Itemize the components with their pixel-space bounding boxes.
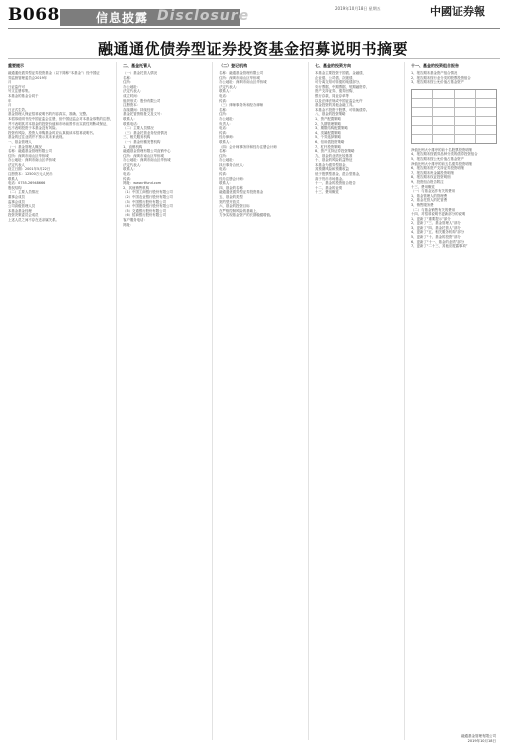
text-line: 在严格控制风险的基础上， bbox=[219, 208, 260, 213]
newspaper-name: 中國证券報 bbox=[430, 5, 485, 18]
text-column bbox=[411, 62, 500, 740]
article-body bbox=[8, 62, 500, 740]
column-heading: 重要提示 bbox=[8, 63, 24, 68]
text-line: 十三、费用概览 bbox=[315, 190, 339, 195]
text-line: （二）主要人员情况 bbox=[123, 126, 154, 131]
text-line: 融通通优债券型证券投资基金（以下简称“本基金”）经中国证 bbox=[8, 71, 100, 75]
text-line: 传真： bbox=[123, 176, 134, 181]
text-line: 法定代表人： bbox=[123, 89, 144, 94]
headline-rule bbox=[8, 58, 500, 59]
column-heading: 二、基金托管人 bbox=[123, 63, 152, 68]
signature-company: 融通基金管理有限公司 bbox=[461, 734, 496, 738]
text-line: 券监督管理委员会2019年 bbox=[8, 75, 48, 80]
text-line: 并不表明其对本基金的投资价值和市场前景作出实质性判断或保证， bbox=[8, 121, 110, 126]
text-line: 名称： bbox=[219, 107, 230, 112]
text-line: 住所： bbox=[219, 112, 230, 117]
issue-date: 2019年10月18日 星期五 bbox=[335, 6, 381, 11]
text-line: 3、报告期末按公允价值占基金资产 bbox=[411, 80, 465, 85]
table-cell bbox=[455, 126, 476, 134]
text-line: （三）律师事务所和经办律师 bbox=[219, 103, 264, 108]
text-line: 联系人： bbox=[123, 116, 137, 121]
text-line: 基金的过往业绩并不预示其未来表现。 bbox=[8, 135, 66, 140]
text-line: 联系电话： bbox=[123, 121, 141, 126]
text-line: 经办注册会计师： bbox=[219, 176, 247, 181]
text-line: 月 bbox=[8, 80, 12, 85]
text-line: 5、更新了“十、基金的投资”部分 bbox=[411, 235, 461, 240]
text-line: 7、报告期末贵金属投资明细 bbox=[411, 170, 454, 175]
text-line: 4、类属配置策略 bbox=[315, 130, 341, 135]
text-line: 1、资产配置策略 bbox=[315, 116, 341, 121]
text-column bbox=[123, 62, 213, 740]
table-cell bbox=[476, 99, 496, 107]
table-cell bbox=[476, 108, 496, 116]
text-line: 本基金为债券型基金， bbox=[315, 162, 349, 167]
section-title-cn: 信息披露 bbox=[96, 11, 149, 25]
text-line: 1、基金管理人的管理费 bbox=[411, 193, 448, 198]
text-line: 客户服务电话： bbox=[123, 218, 147, 222]
text-line: 董事会成员 bbox=[8, 195, 25, 200]
text-line: （一）基金份额发售机构 bbox=[123, 139, 161, 144]
header-rule bbox=[8, 28, 500, 29]
text-line: （一）基金托管人情况 bbox=[123, 71, 158, 75]
text-line: 注册资本： bbox=[123, 103, 141, 108]
text-line: 办公地址：深圳市南山区华侨城 bbox=[8, 158, 56, 163]
text-line: 也不表明投资于本基金没有风险。 bbox=[8, 126, 59, 131]
page-number: B068 bbox=[8, 5, 60, 25]
footer-signature bbox=[461, 734, 496, 744]
text-line: 本基金主要投资于国债、金融债、 bbox=[315, 71, 366, 75]
text-line: 股权结构 bbox=[8, 185, 22, 190]
text-line: 高于货币市场基金。 bbox=[315, 176, 346, 181]
text-line: 设立日期：2001年5月22日 bbox=[8, 167, 51, 172]
text-line: 办公地址：深圳市南山区华侨城 bbox=[219, 80, 267, 85]
table-cell bbox=[412, 126, 433, 134]
text-line: 3、更新了“四、基金托管人”部分 bbox=[411, 225, 461, 230]
text-line: 央行票据、中期票据、短期融资券、 bbox=[315, 84, 370, 89]
text-line: 三、相关服务机构 bbox=[123, 135, 151, 140]
text-line: 法定代表人 bbox=[8, 162, 25, 167]
table-cell bbox=[455, 99, 476, 107]
text-line: （四）会计师事务所和经办注册会计师 bbox=[219, 144, 277, 149]
holdings-table bbox=[411, 89, 497, 144]
text-line: （6）招商银行股份有限公司 bbox=[123, 213, 166, 218]
text-line: 住所：深圳市南山区华侨城 bbox=[8, 153, 49, 158]
text-line: （二）主要人员情况 bbox=[8, 190, 39, 195]
text-line: 办公地址：深圳市南山区华侨城 bbox=[123, 158, 171, 163]
table-cell bbox=[412, 135, 433, 143]
table-row bbox=[412, 90, 496, 99]
text-line: 名称： bbox=[123, 75, 134, 80]
text-column bbox=[315, 62, 405, 740]
text-line: 4、更新了“五、相关服务机构”部分 bbox=[411, 230, 465, 235]
table-cell bbox=[433, 108, 454, 116]
text-line: 2、报告期末按行业分类的股票投资组合 bbox=[411, 75, 471, 80]
text-line: 6、信用债投资策略 bbox=[315, 139, 345, 144]
table-cell bbox=[455, 135, 476, 143]
text-line: 7、更新了“二十三、其他应披露事项” bbox=[411, 244, 468, 249]
text-line: 3、销售服务费 bbox=[411, 202, 434, 207]
text-line: 日正式生效。 bbox=[8, 107, 29, 112]
text-line: 企业债、公司债、次级债、 bbox=[315, 75, 356, 80]
column-heading: 七、基金的投资方向 bbox=[315, 63, 352, 68]
text-line: 6、更新了“十一、基金的业绩”部分 bbox=[411, 239, 465, 244]
table-row bbox=[412, 108, 496, 117]
text-line: 六、基金的投资目标 bbox=[219, 204, 250, 209]
text-line: 名称：融通基金管理有限公司 bbox=[219, 71, 264, 75]
text-line: 电话： bbox=[219, 93, 230, 98]
table-row bbox=[412, 99, 496, 108]
text-line: （一）基金管理人概况 bbox=[8, 144, 42, 149]
text-column bbox=[219, 62, 309, 740]
text-line: 办公地址： bbox=[219, 116, 237, 121]
text-line: 1、报告期末基金资产组合情况 bbox=[411, 71, 458, 75]
section-title-en: Disclosure bbox=[157, 8, 250, 24]
table-cell bbox=[433, 126, 454, 134]
text-line: 九、基金的业绩比较基准 bbox=[315, 153, 353, 158]
text-line: 契约型开放式 bbox=[219, 199, 240, 204]
text-line: 低于股票型基金、混合型基金， bbox=[315, 172, 363, 177]
text-line: 1、更新了“重要提示”部分 bbox=[411, 216, 451, 221]
text-line: （2）中国农业银行股份有限公司 bbox=[123, 195, 173, 200]
text-line: 基金投资的其他金融工具。 bbox=[315, 103, 356, 108]
text-line: 办公地址： bbox=[123, 84, 141, 89]
text-line: 号文注册募集。 bbox=[8, 89, 32, 94]
text-line: 四、基金的名称 bbox=[219, 185, 243, 190]
text-line: 2、基金托管人的托管费 bbox=[411, 198, 448, 203]
table-cell bbox=[433, 99, 454, 107]
text-line: 年 bbox=[8, 98, 12, 103]
text-line: 投资决策委员会成员 bbox=[8, 213, 39, 218]
table-row bbox=[412, 126, 496, 135]
text-line: 6、报告期末资产支持证券投资明细 bbox=[411, 166, 465, 171]
text-line: 2、久期管理策略 bbox=[315, 121, 341, 126]
text-line: 一、基金管理人 bbox=[8, 139, 32, 144]
text-line: 组织形式：股份有限公司 bbox=[123, 98, 161, 103]
text-line: 2、更新了“三、基金管理人”部分 bbox=[411, 221, 461, 226]
text-line: 以及法律法规或中国证监会允许 bbox=[315, 98, 363, 103]
text-line: 资产支持证券、债券回购、 bbox=[315, 89, 356, 94]
text-line: 传真： bbox=[219, 98, 230, 103]
text-line: 其预期风险和预期收益 bbox=[315, 167, 349, 172]
text-line: 融通基金管理有限公司直销中心 bbox=[123, 149, 171, 154]
text-line: 8、报告期末权证投资明细 bbox=[411, 175, 451, 180]
table-cell bbox=[455, 117, 476, 125]
page-header bbox=[0, 0, 506, 30]
text-line: 可分离交易可转债的纯债部分、 bbox=[315, 80, 363, 85]
text-line: 十三、费用概览 bbox=[411, 184, 435, 189]
text-line: 网址： bbox=[123, 222, 134, 227]
text-line: 联系人： bbox=[123, 167, 137, 172]
table-cell bbox=[455, 90, 476, 98]
table-cell bbox=[455, 108, 476, 116]
text-line: 执行事务合伙人： bbox=[219, 162, 247, 167]
text-line: 2、其他销售机构 bbox=[123, 185, 150, 190]
text-line: 网址：www.rtfund.com bbox=[123, 181, 162, 186]
text-line: 监事会成员 bbox=[8, 199, 25, 204]
text-line: 月 bbox=[8, 103, 12, 108]
text-line: 净值比例大小排序的前十名股票投资明细 bbox=[411, 147, 473, 152]
table-cell bbox=[433, 90, 454, 98]
text-line: 融通通优债券型证券投资基金 bbox=[219, 190, 264, 195]
text-line: 银行存款、同业存单等 bbox=[315, 93, 349, 98]
text-column bbox=[8, 62, 117, 740]
text-line: 注册资本：12500万元人民币 bbox=[8, 172, 53, 177]
table-row bbox=[412, 117, 496, 126]
table-cell bbox=[476, 117, 496, 125]
text-line: 1、直销机构 bbox=[123, 144, 143, 149]
text-line: 基金托管资格批文及文号： bbox=[123, 112, 164, 117]
table-cell bbox=[412, 108, 433, 116]
text-line: 负责人： bbox=[219, 121, 233, 126]
text-line: 5、个券选择策略 bbox=[315, 135, 341, 140]
text-line: 上述人员之间不存在近亲属关系。 bbox=[8, 218, 59, 222]
text-line: 电话： bbox=[123, 172, 134, 177]
text-line: 八、基金的投资策略 bbox=[315, 112, 346, 117]
text-line: 住所：深圳市南山区华侨城 bbox=[219, 75, 260, 80]
text-line: （1）中国工商银行股份有限公司 bbox=[123, 190, 173, 195]
text-line: 本招募说明书经中国证监会注册，但中国证监会对本基金募集的注册， bbox=[8, 116, 114, 121]
text-line: 基金管理人保证招募说明书的内容真实、准确、完整。 bbox=[8, 112, 90, 117]
text-line: 7、杠杆投资策略 bbox=[315, 144, 341, 149]
table-cell bbox=[412, 90, 433, 98]
text-line: 净值比例大小排序的前五名债券投资明细 bbox=[411, 161, 473, 166]
text-line: 法定代表人： bbox=[219, 84, 240, 89]
text-line: 4、报告期末按债券品种分类的债券投资组合 bbox=[411, 152, 478, 157]
signature-date: 2019年10月18日 bbox=[467, 739, 496, 743]
table-cell bbox=[433, 135, 454, 143]
text-line: 十四、对招募说明书更新部分的说明 bbox=[411, 212, 466, 217]
table-row bbox=[412, 135, 496, 143]
column-heading: 十一、基金的投资组合报告 bbox=[411, 63, 460, 68]
text-line: 本基金基金经理 bbox=[8, 208, 32, 213]
article-headline: 融通通优债券型证券投资基金招募说明书摘要 bbox=[97, 40, 408, 58]
text-line: 日证监许可 bbox=[8, 84, 25, 89]
text-line: 五、基金的类型 bbox=[219, 195, 243, 200]
text-line: （二）与基金销售有关的费用 bbox=[411, 207, 456, 212]
column-heading: （二）登记机构 bbox=[219, 63, 248, 68]
table-cell bbox=[476, 90, 496, 98]
text-line: 住所： bbox=[219, 153, 230, 158]
text-line: 法定代表人： bbox=[123, 162, 144, 167]
text-line: 十一、基金的投资组合报告 bbox=[315, 181, 356, 186]
text-line: 力争实现基金资产的长期稳健增值。 bbox=[219, 213, 274, 218]
text-line: 联系人： bbox=[219, 89, 233, 94]
text-line: 联系人： bbox=[219, 139, 233, 144]
text-line: 公司高级管理人员 bbox=[8, 204, 36, 209]
table-cell bbox=[476, 126, 496, 134]
text-line: 投资有风险，投资人申购基金时应认真阅读本招募说明书。 bbox=[8, 130, 97, 135]
text-line: 经办律师： bbox=[219, 135, 237, 140]
table-cell bbox=[412, 99, 433, 107]
text-line: 8、资产支持证券投资策略 bbox=[315, 149, 355, 154]
text-line: 住所：深圳市南山区华侨城 bbox=[123, 153, 164, 158]
text-line: 十二、基金的业绩 bbox=[315, 185, 343, 190]
text-line: 传真： bbox=[219, 130, 230, 135]
text-line: 联系人： bbox=[219, 181, 233, 186]
text-line: 办公地址： bbox=[219, 158, 237, 163]
text-line: 住所： bbox=[123, 80, 134, 85]
text-line: （一）与基金运作有关的费用 bbox=[411, 189, 456, 194]
text-line: 电话：0755-26948666 bbox=[8, 181, 46, 186]
text-line: 传真： bbox=[219, 172, 230, 177]
text-line: 3、期限结构配置策略 bbox=[315, 126, 348, 131]
text-line: （5）交通银行股份有限公司 bbox=[123, 208, 166, 213]
text-line: （3）中国银行股份有限公司 bbox=[123, 199, 166, 204]
text-line: （三）基金托管业务经营情况 bbox=[123, 130, 168, 135]
text-line: 成立时间： bbox=[123, 93, 141, 98]
text-line: 电话： bbox=[219, 126, 230, 131]
text-line: （4）中国建设银行股份有限公司 bbox=[123, 204, 173, 209]
text-line: 名称： bbox=[219, 149, 230, 154]
text-line: 9、投资组合报告附注 bbox=[411, 179, 444, 184]
text-line: 5、报告期末按公允价值占基金资产 bbox=[411, 156, 465, 161]
text-line: 联系人 bbox=[8, 176, 19, 181]
text-line: 十、基金的风险收益特征 bbox=[315, 158, 353, 163]
text-line: 名称：融通基金管理有限公司 bbox=[8, 149, 53, 154]
text-line: 本基金不投资于股票、可转换债券。 bbox=[315, 107, 370, 112]
table-cell bbox=[433, 117, 454, 125]
text-line: 本基金的基金合同于 bbox=[8, 93, 39, 98]
table-cell bbox=[412, 117, 433, 125]
text-line: 电话： bbox=[219, 167, 230, 172]
text-line: 存续期间：持续经营 bbox=[123, 107, 154, 112]
table-cell bbox=[476, 135, 496, 143]
